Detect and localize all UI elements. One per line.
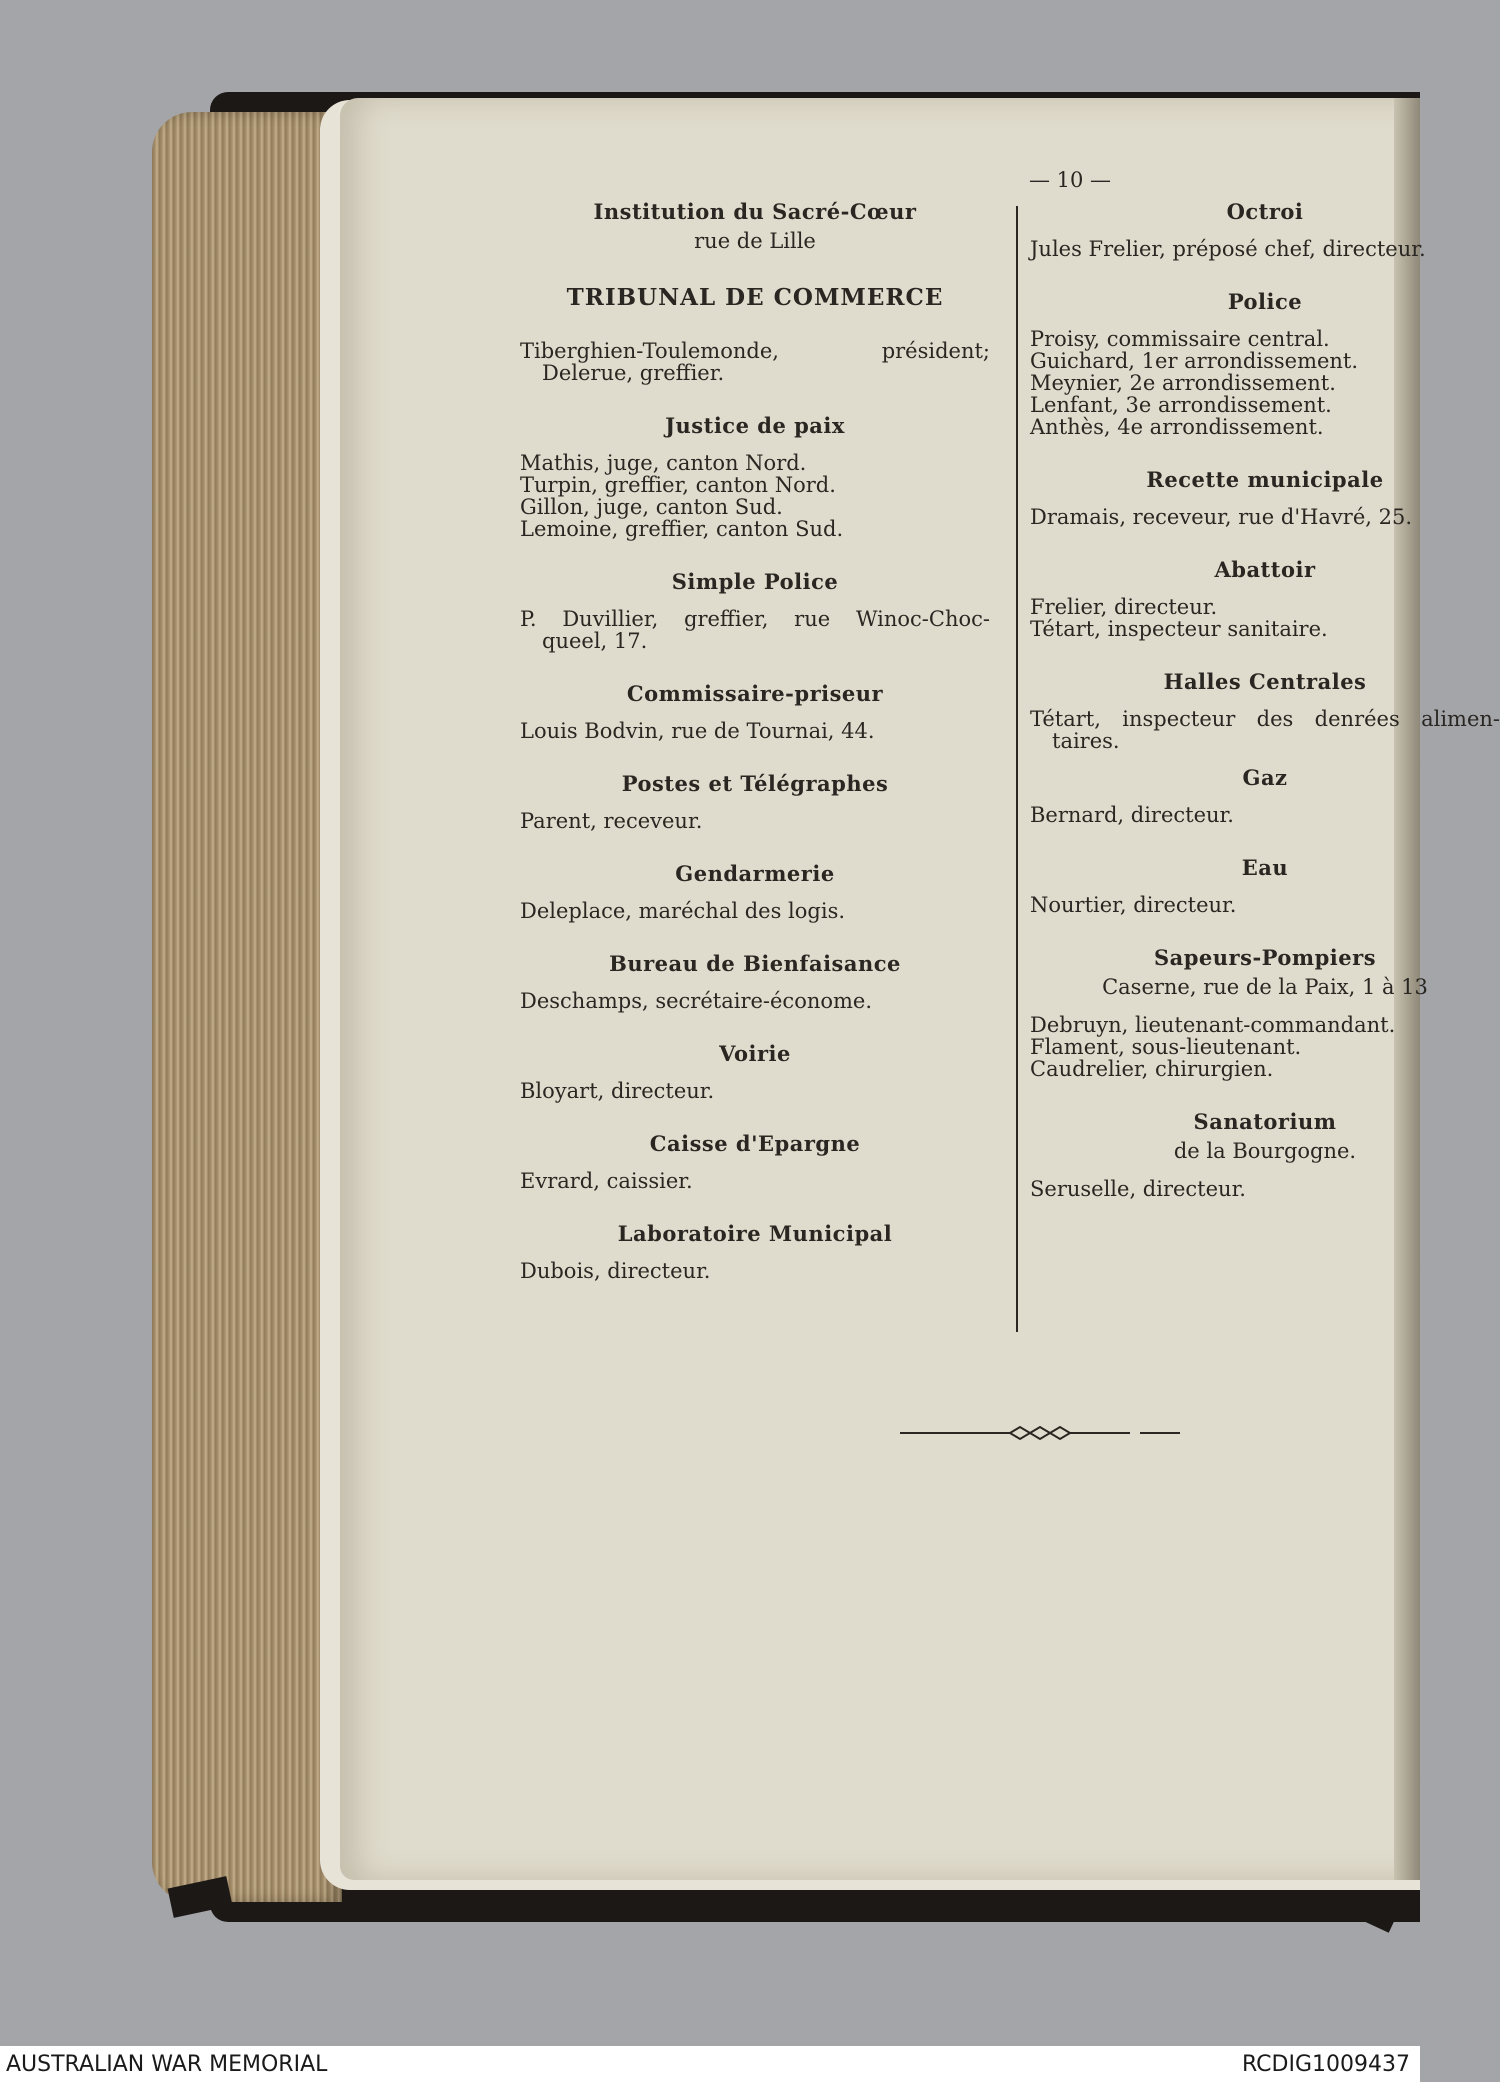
- footer-right: RCDIG1009437: [1241, 2052, 1410, 2077]
- section-heading: Recette municipale: [1146, 467, 1384, 492]
- section-heading: Sapeurs-Pompiers: [1153, 945, 1377, 970]
- entry-line: Flament, sous-lieutenant.: [1030, 1035, 1302, 1059]
- entry-line: Tétart, inspecteur sanitaire.: [1030, 617, 1328, 641]
- entry-line: Jules Frelier, préposé chef, directeur.: [1030, 237, 1426, 261]
- section-heading: Halles Centrales: [1163, 669, 1367, 694]
- entry-name: Tiberghien-Toulemonde,: [520, 339, 779, 363]
- entry-line: queel, 17.: [542, 629, 648, 653]
- entry-line: Deschamps, secrétaire-économe.: [520, 989, 873, 1013]
- section-heading: Gendarmerie: [675, 861, 835, 886]
- entry-line: Bloyart, directeur.: [520, 1079, 715, 1103]
- book: [150, 92, 1500, 1922]
- entry-line: Louis Bodvin, rue de Tournai, 44.: [520, 719, 875, 743]
- section-heading: Bureau de Bienfaisance: [609, 951, 901, 976]
- page-edges: [152, 112, 342, 1902]
- entry-line: P. Duvillier, greffier, rue Winoc-Choc-: [520, 607, 990, 631]
- entry-line: taires.: [1052, 729, 1120, 753]
- entry-line: Dubois, directeur.: [520, 1259, 711, 1283]
- entry-line: Nourtier, directeur.: [1030, 893, 1237, 917]
- entry-line: Delerue, greffier.: [542, 361, 725, 385]
- section-heading: Abattoir: [1214, 557, 1316, 582]
- section-heading: Caisse d'Epargne: [649, 1131, 861, 1156]
- entry-line: Debruyn, lieutenant-commandant.: [1030, 1013, 1396, 1037]
- page: [340, 98, 1500, 1880]
- entry-line: Turpin, greffier, canton Nord.: [520, 473, 836, 497]
- entry-line: Bernard, directeur.: [1030, 803, 1234, 827]
- entry-line: Tétart, inspecteur des denrées alimen-: [1030, 707, 1500, 731]
- section-heading: Voirie: [719, 1041, 791, 1066]
- section-subtitle: Caserne, rue de la Paix, 1 à 13: [1102, 975, 1428, 999]
- entry-line: Meynier, 2e arrondissement.: [1030, 371, 1336, 395]
- archive-footer: [0, 2046, 1420, 2082]
- entry-line: Proisy, commissaire central.: [1030, 327, 1330, 351]
- section-subtitle: de la Bourgogne.: [1173, 1139, 1357, 1163]
- section-heading: Eau: [1241, 855, 1289, 880]
- right-column: [1030, 198, 1500, 1200]
- entry-line: Parent, receveur.: [520, 809, 703, 833]
- entry-line: Dramais, receveur, rue d'Havré, 25.: [1030, 505, 1413, 529]
- footer-left: AUSTRALIAN WAR MEMORIAL: [6, 2052, 328, 2077]
- section-heading: Justice de paix: [665, 413, 845, 438]
- entry-line: Mathis, juge, canton Nord.: [520, 451, 807, 475]
- entry-line: Evrard, caissier.: [520, 1169, 693, 1193]
- page-number: — 10 —: [1028, 168, 1112, 192]
- entry-line: Guichard, 1er arrondissement.: [1030, 349, 1359, 373]
- section-heading: Postes et Télégraphes: [621, 771, 889, 796]
- entry-line: [520, 340, 990, 362]
- entry-role: président;: [881, 339, 990, 363]
- entry-line: Frelier, directeur.: [1030, 595, 1218, 619]
- entry-line: Gillon, juge, canton Sud.: [520, 495, 783, 519]
- entry-line: Seruselle, directeur.: [1030, 1177, 1246, 1201]
- section-heading: Institution du Sacré-Cœur: [593, 199, 917, 224]
- entry-line: Anthès, 4e arrondissement.: [1030, 415, 1324, 439]
- section-heading: Gaz: [1242, 765, 1288, 790]
- section-heading: TRIBUNAL DE COMMERCE: [566, 284, 944, 311]
- section-heading: Octroi: [1226, 199, 1304, 224]
- entry-line: Lemoine, greffier, canton Sud.: [520, 517, 844, 541]
- entry-line: Lenfant, 3e arrondissement.: [1030, 393, 1332, 417]
- section-heading: Police: [1227, 289, 1303, 314]
- section-heading: Commissaire-priseur: [626, 681, 884, 706]
- column-divider: [1016, 206, 1018, 1332]
- section-heading: Simple Police: [671, 569, 839, 594]
- section-subtitle: rue de Lille: [694, 229, 816, 253]
- entry-line: Caudrelier, chirurgien.: [1030, 1057, 1274, 1081]
- entry-line: Deleplace, maréchal des logis.: [520, 899, 846, 923]
- ornament-divider: [900, 1423, 1200, 1443]
- left-column: [520, 198, 990, 1282]
- section-heading: Sanatorium: [1193, 1109, 1337, 1134]
- section-heading: Laboratoire Municipal: [617, 1221, 893, 1246]
